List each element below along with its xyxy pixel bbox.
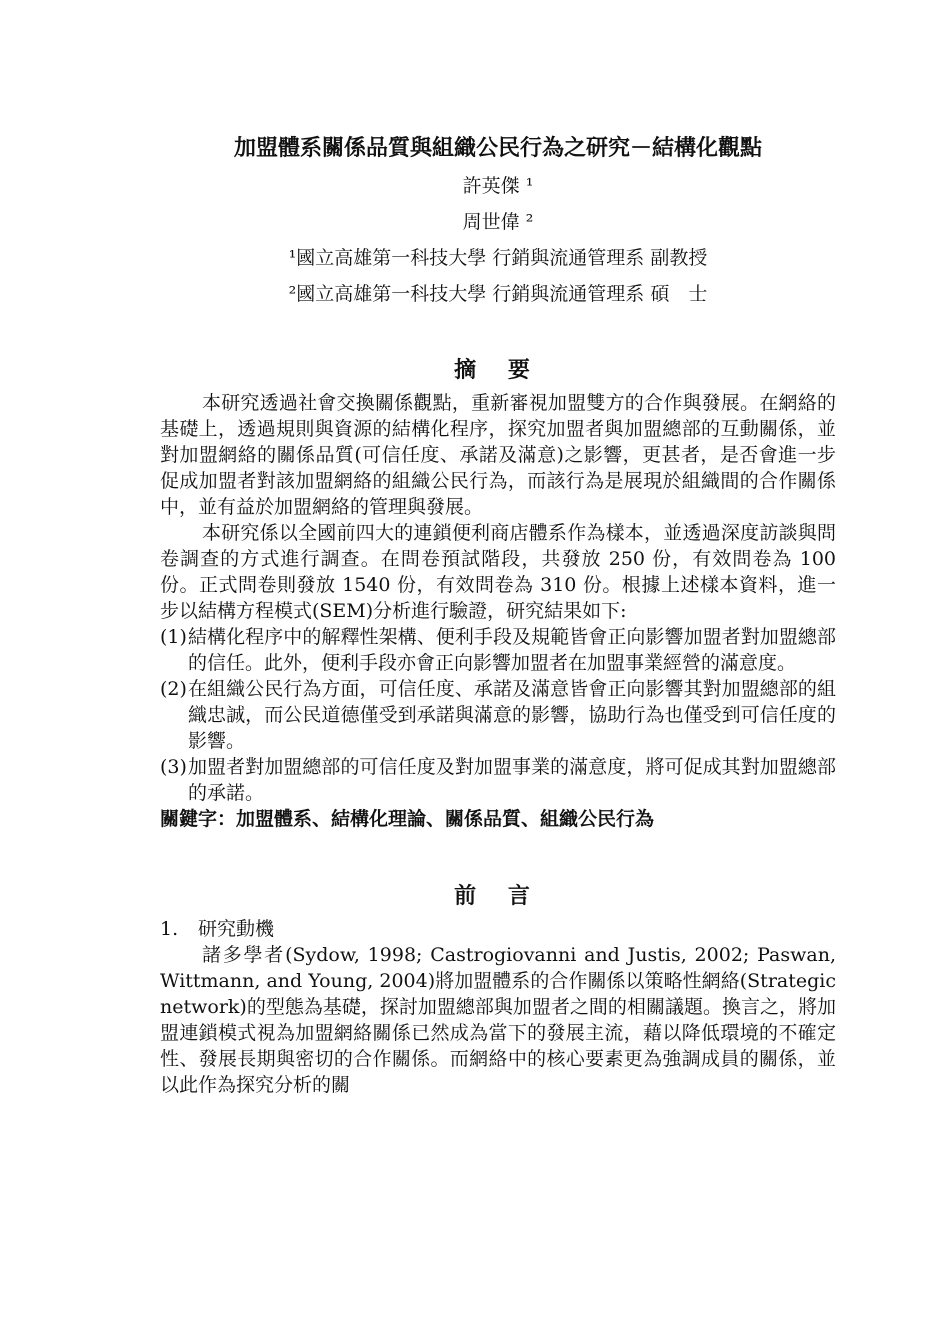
author-name: 周世偉 ² bbox=[462, 211, 534, 233]
keywords: 關鍵字：加盟體系、結構化理論、關係品質、組織公民行為 bbox=[160, 808, 655, 830]
finding-item bbox=[160, 754, 836, 806]
finding-text: 在組織公民行為方面，可信任度、承諾及滿意皆會正向影響其對加盟總部的組織忠誠，而公民道德僅受到承諾與滿意的影響，協助行為也僅受到可信任度的影響。 bbox=[188, 678, 836, 752]
finding-number: (2) bbox=[160, 678, 187, 700]
paper-title: 加盟體系關係品質與組織公民行為之研究－結構化觀點 bbox=[233, 135, 762, 161]
finding-item bbox=[160, 676, 836, 754]
abstract-paragraph: 本研究係以全國前四大的連鎖便利商店體系作為樣本，並透過深度訪談與問卷調查的方式進行調查。在問卷預試階段，共發放 250 份，有效問卷為 100 份。正式問卷則發放 1540 份，有效問卷為 310 份。根據上述樣本資料，進一步以結構方程模式(SEM)分析進行驗證，研究結果如下: bbox=[160, 522, 836, 622]
finding-number: (1) bbox=[160, 626, 187, 648]
abstract-paragraph: 本研究透過社會交換關係觀點，重新審視加盟雙方的合作與發展。在網絡的基礎上，透過規則與資源的結構化程序，探究加盟者與加盟總部的互動關係，並對加盟網絡的關係品質(可信任度、承諾及滿意)之影響，更甚者，是否會進一步促成加盟者對該加盟網絡的組織公民行為，而該行為是展現於組織間的合作關係中，並有益於加盟網絡的管理與發展。 bbox=[160, 392, 836, 518]
author-affiliation: ¹國立高雄第一科技大學 行銷與流通管理系 副教授 bbox=[288, 247, 708, 269]
subsection-heading bbox=[160, 916, 836, 942]
introduction-paragraph: 諸多學者(Sydow, 1998; Castrogiovanni and Justis, 2002; Paswan, Wittmann, and Young, 2004)將加盟體系的合作關係以策略性網絡(Strategic network)的型態為基礎，探討加盟總部與加盟者之間的相關議題。換言之，將加盟連鎖模式視為加盟網絡關係已然成為當下的發展主流，藉以降低環境的不確定性、發展長期與密切的合作關係。而網絡中的核心要素更為強調成員的關係，並以此作為探究分析的關 bbox=[160, 944, 836, 1096]
abstract-heading: 摘 要 bbox=[454, 357, 542, 383]
author-affiliation: ²國立高雄第一科技大學 行銷與流通管理系 碩 士 bbox=[288, 283, 708, 305]
subsection-title: 研究動機 bbox=[198, 918, 275, 940]
finding-text: 結構化程序中的解釋性架構、便利手段及規範皆會正向影響加盟者對加盟總部的信任。此外，便利手段亦會正向影響加盟者在加盟事業經營的滿意度。 bbox=[188, 626, 836, 674]
finding-text: 加盟者對加盟總部的可信任度及對加盟事業的滿意度，將可促成其對加盟總部的承諾。 bbox=[188, 756, 836, 804]
paper-page bbox=[160, 128, 836, 1098]
introduction-heading: 前 言 bbox=[454, 883, 542, 909]
finding-item bbox=[160, 624, 836, 676]
finding-number: (3) bbox=[160, 756, 187, 778]
author-name: 許英傑 ¹ bbox=[462, 175, 534, 197]
findings-list bbox=[160, 624, 836, 806]
subsection-number: 1. bbox=[160, 918, 179, 940]
